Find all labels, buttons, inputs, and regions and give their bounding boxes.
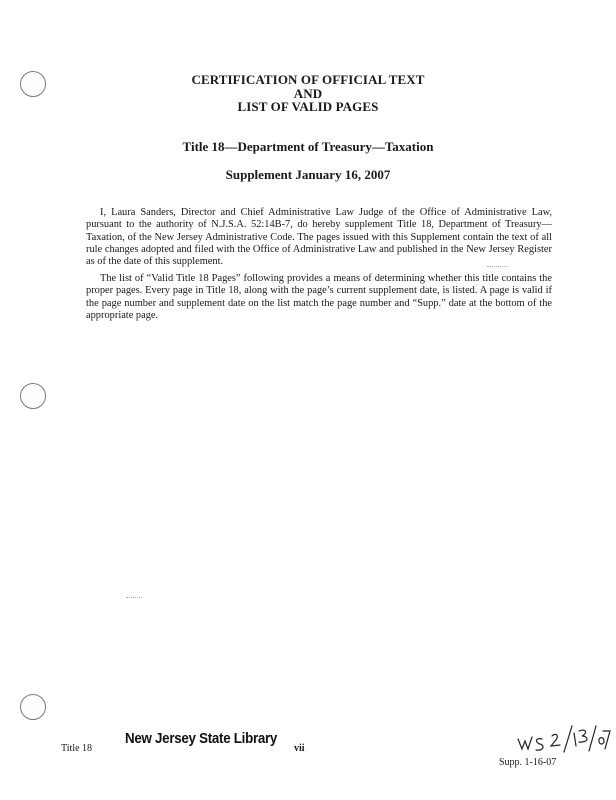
- scan-artifact: [487, 266, 507, 269]
- heading-line-3: LIST OF VALID PAGES: [237, 99, 379, 114]
- valid-pages-paragraph: The list of “Valid Title 18 Pages” following provides a means of determining whether this title contains the proper pages. Every page in Title 18, along with the page’s current supplement date, is listed. A page is valid if the page number and supplement date on the list match the page number and “Supp.” date at the bottom of the appropriate page.: [86, 273, 552, 321]
- library-stamp: New Jersey State Library: [125, 731, 278, 747]
- heading-line-2: AND: [293, 86, 323, 101]
- handwritten-initials-date: [515, 721, 611, 757]
- punch-hole-middle: [20, 383, 46, 409]
- certification-paragraph: I, Laura Sanders, Director and Chief Administrative Law Judge of the Office of Administrative Law, pursuant to the authority of N.J.S.A. 52:14B-7, do hereby supplement Title 18, Department of Treasury—Taxation, of the New Jersey Administrative Code. The pages issued with this Supplement contain the text of all rule changes adopted and filed with the Office of Administrative Law and published in the New Jersey Register as of the date of this supplement.: [86, 207, 552, 268]
- footer-supplement: Supp. 1-16-07: [499, 757, 557, 768]
- supplement-date: Supplement January 16, 2007: [225, 167, 391, 182]
- document-title: Title 18—Department of Treasury—Taxation: [182, 139, 434, 154]
- footer-page-number: vii: [294, 743, 305, 754]
- scan-artifact: [126, 597, 142, 600]
- footer-title: Title 18: [61, 743, 93, 754]
- heading-line-1: CERTIFICATION OF OFFICIAL TEXT: [191, 72, 425, 87]
- punch-hole-bottom: [20, 694, 46, 720]
